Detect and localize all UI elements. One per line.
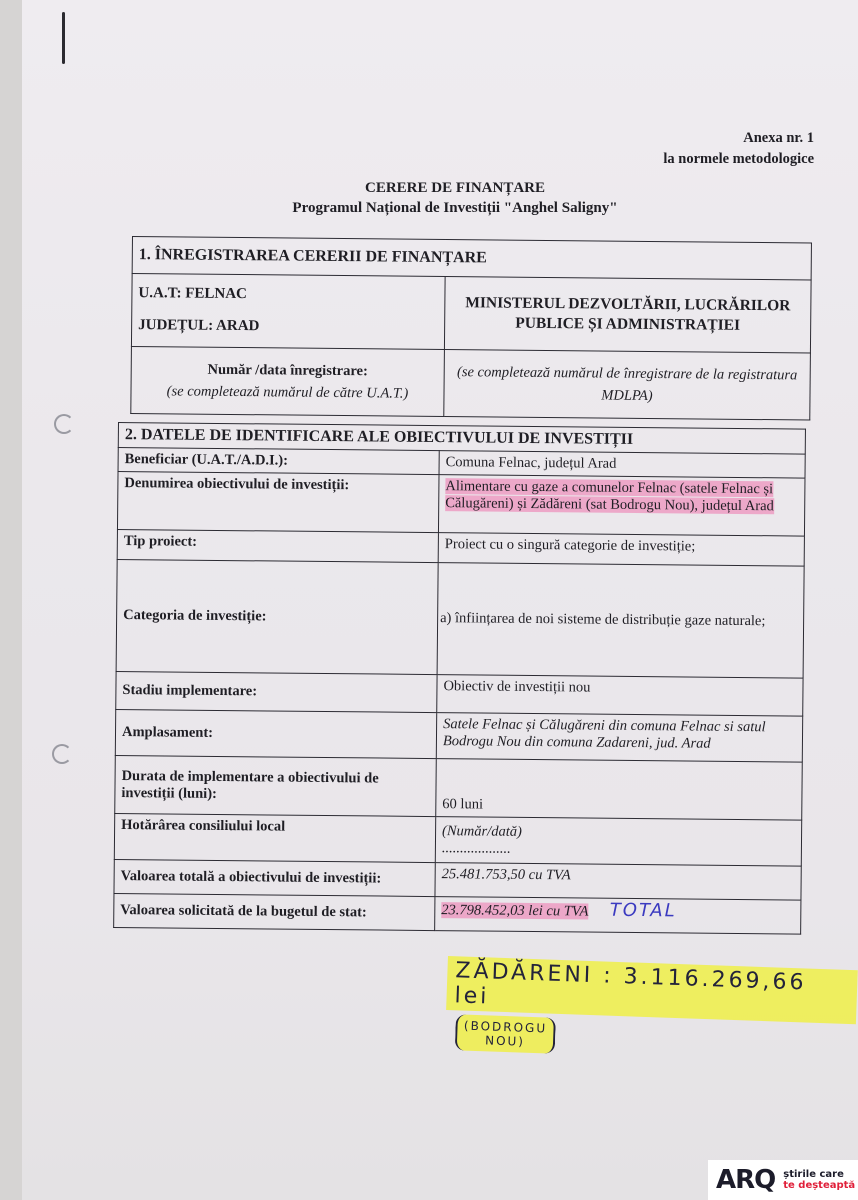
table-row	[114, 893, 801, 934]
annex-subtitle: la normele metodologice	[663, 151, 814, 167]
handwritten-village: (BODROGU NOU)	[455, 1014, 556, 1053]
logo-wordmark: ARQ	[716, 1165, 776, 1195]
row-label: Valoarea solicitată de la bugetul de stat:	[114, 893, 435, 930]
row-value	[435, 897, 801, 935]
table-row	[117, 472, 805, 537]
handwritten-amount: ZĂDĂRENI : 3.116.269,66 lei	[446, 956, 858, 1024]
annex-number: Anexa nr. 1	[743, 130, 814, 146]
handwritten-total-note: TOTAL	[609, 899, 677, 922]
handwritten-annotation	[445, 956, 858, 1064]
punch-hole-mark	[54, 414, 74, 434]
section1-heading: 1. ÎNREGISTRAREA CERERII DE FINANȚARE	[132, 237, 811, 281]
highlighted-text: 23.798.452,03 lei cu TVA	[441, 902, 589, 920]
row-label: Durata de implementare a obiectivului de investiții (luni):	[115, 755, 437, 816]
site-logo	[708, 1160, 858, 1200]
punch-hole-mark	[52, 744, 72, 764]
annex-reference	[663, 128, 814, 170]
registration-note-uat: (se completează numărul de către U.A.T.)	[166, 383, 409, 402]
row-label: Stadiu implementare:	[116, 671, 437, 712]
investment-identification-table	[113, 422, 806, 935]
row-label: Denumirea obiectivului de investiții:	[117, 472, 439, 533]
row-value: 60 luni	[436, 759, 803, 821]
table-row	[115, 755, 803, 820]
title-program: Programul Național de Investiții "Anghel Saligny"	[292, 200, 618, 216]
council-decision-dots: ...................	[441, 839, 511, 857]
table-row	[115, 709, 802, 762]
row-value: Proiect cu o singură categorie de investiție;	[438, 533, 804, 567]
registration-label: Număr /data înregistrare:	[207, 361, 368, 380]
table-row	[114, 813, 801, 866]
row-label: Categoria de investiție:	[116, 559, 438, 674]
row-label: Amplasament:	[115, 709, 436, 758]
table-row	[116, 559, 804, 678]
row-value: a) înființarea de noi sisteme de distribuție gaze naturale;	[437, 563, 804, 679]
pen-mark	[62, 12, 65, 64]
registration-table	[130, 236, 812, 421]
council-decision-placeholder: (Număr/dată)	[442, 822, 522, 840]
logo-tagline	[783, 1169, 855, 1191]
row-value	[438, 475, 805, 537]
row-value	[435, 817, 801, 867]
title-main: CERERE DE FINANȚARE	[364, 180, 546, 196]
logo-tagline-line1: știrile care	[783, 1169, 844, 1180]
highlighted-text: Alimentare cu gaze a comunelor Felnac (satele Felnac și Călugăreni) și Zădăreni (sat Bodrogu Nou), județul Arad	[445, 478, 774, 515]
section2-heading: 2. DATELE DE IDENTIFICARE ALE OBIECTIVULUI DE INVESTIȚII	[118, 423, 805, 455]
row-label: Tip proiect:	[117, 529, 438, 562]
ministry-name: MINISTERUL DEZVOLTĂRII, LUCRĂRILOR PUBLICE ȘI ADMINISTRAȚIEI	[444, 277, 811, 354]
county-name: JUDEȚUL: ARAD	[138, 317, 260, 335]
uat-name: U.A.T: FELNAC	[138, 285, 248, 303]
row-value: Obiectiv de investiții nou	[437, 675, 803, 717]
row-label: Hotărârea consiliului local	[114, 813, 435, 862]
logo-tagline-line2: te deșteaptă	[783, 1180, 856, 1191]
table-row	[116, 671, 803, 716]
row-label: Valoarea totală a obiectivului de investiții:	[114, 859, 435, 896]
row-value: Satele Felnac și Călugăreni din comuna Felnac si satul Bodrogu Nou din comuna Zadareni, jud. Arad	[436, 713, 802, 763]
row-label: Beneficiar (U.A.T./A.D.I.):	[118, 448, 439, 475]
uat-cell	[131, 274, 445, 350]
document-title	[250, 178, 660, 218]
row-value: Comuna Felnac, județul Arad	[439, 451, 805, 479]
registration-note-mdlpa: (se completează numărul de înregistrare de la registratura MDLPA)	[444, 350, 811, 421]
row-value: 25.481.753,50 cu TVA	[435, 863, 801, 901]
registration-uat-cell	[131, 346, 445, 416]
